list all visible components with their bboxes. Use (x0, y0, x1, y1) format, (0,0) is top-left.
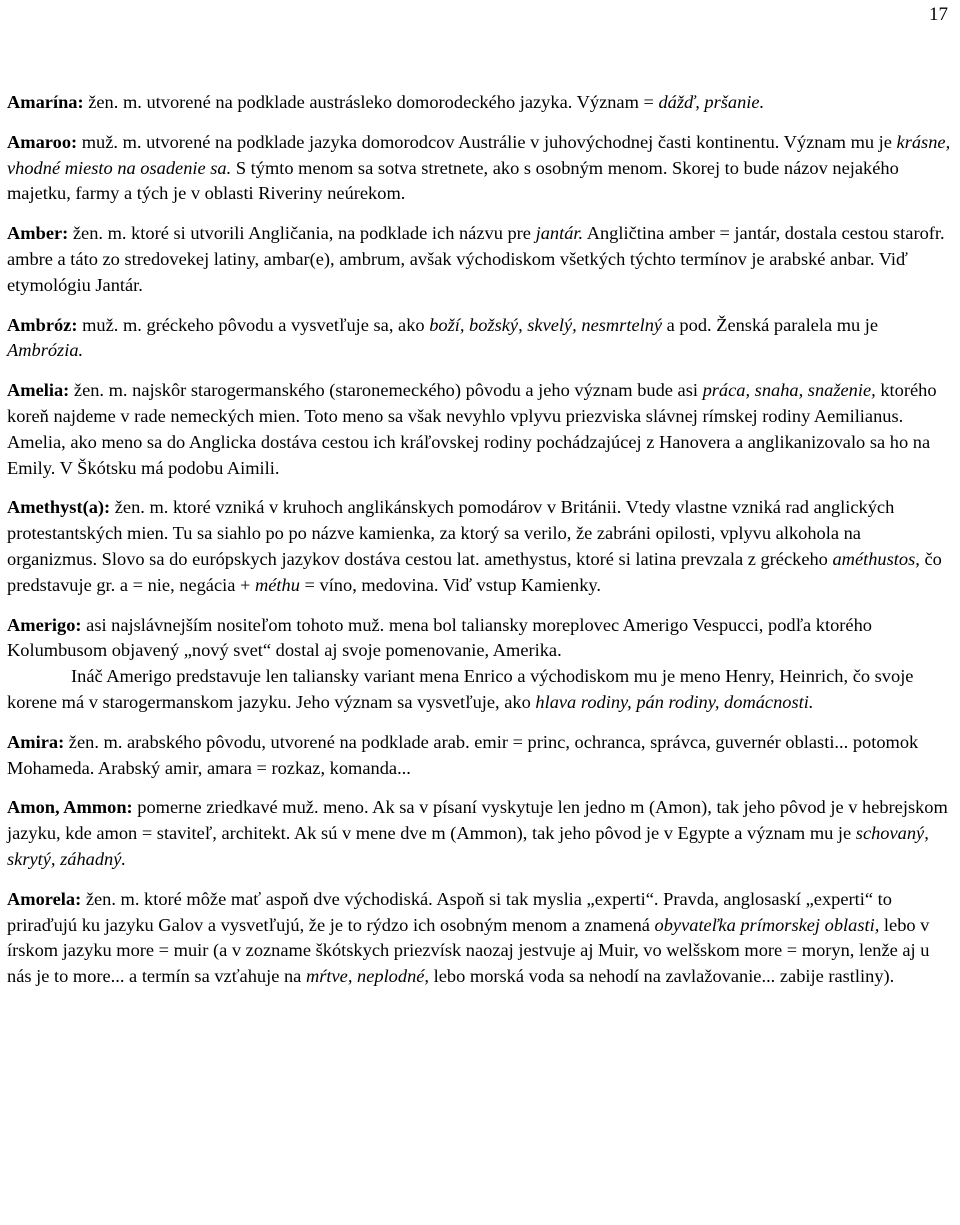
entry-headword: Amorela: (7, 888, 82, 909)
entry-text-italic: schovaný, skrytý, záhadný. (7, 823, 929, 869)
entry-text: S týmto menom sa sotva stretnete, ako s osobným menom. Skorej to bude názov nejakého majetku, farmy a tých je v oblasti Riveriny neúrekom. (7, 157, 899, 204)
dictionary-entry (7, 887, 953, 990)
dictionary-entry (7, 90, 953, 116)
entry-headword: Amira: (7, 731, 65, 752)
entry-paragraph (7, 90, 953, 116)
entry-text-italic: mŕtve, neplodné, (305, 966, 430, 987)
entry-text-italic: dážď, pršanie. (658, 92, 765, 112)
dictionary-entry (7, 130, 953, 207)
entry-paragraph (7, 887, 953, 990)
entry-text: lebo v írskom jazyku more = muir (a v zozname škótskych priezvísk naozaj jestvuje aj Muir, vo welšskom more = moryn, lenže aj u nás je to more... a termín sa vzťahuje na (7, 914, 930, 987)
entry-paragraph (7, 221, 953, 298)
dictionary-entry (7, 221, 953, 298)
entry-text: lebo morská voda sa nehodí na zavlažovanie... zabije rastliny). (429, 966, 895, 987)
entry-text-italic: obyvateľka prímorskej oblasti, (654, 914, 880, 935)
entry-paragraph (7, 730, 953, 782)
entry-headword: Ambróz: (7, 314, 78, 335)
entry-text-italic: krásne, vhodné miesto na osadenie sa. (7, 131, 951, 178)
dictionary-entry (7, 313, 953, 365)
entry-text: a pod. Ženská paralela mu je (662, 314, 879, 335)
entry-text: žen. m. ktoré vzniká v kruhoch anglikánskych pomodárov v Británii. Vtedy vlastne vzniká rad anglických protestantských mien. Tu sa siahlo po po názve kamienka, za ktorý sa verilo, že zabráni opilosti, vplyvu alkohola na organizmus. Slovo sa do európskych jazykov dostáva cestou lat. amethystus, ktoré si latina prevzala z gréckeho (7, 497, 895, 569)
page-number: 17 (929, 4, 948, 25)
entry-text: žen. m. ktoré si utvorili Angličania, na podklade ich názvu pre (68, 223, 536, 244)
entry-paragraph (7, 795, 953, 872)
entry-paragraph (7, 378, 953, 481)
dictionary-entry (7, 378, 953, 481)
entry-text: = víno, medovina. Viď vstup Kamienky. (299, 574, 602, 595)
dictionary-entry (7, 730, 953, 782)
entry-paragraph (7, 313, 953, 365)
dictionary-entry (7, 613, 953, 716)
entry-text: asi najslávnejším nositeľom tohoto muž. mena bol taliansky moreplovec Amerigo Vespucci, podľa ktorého Kolumbusom objavený „nový svet“ dostal aj svoje pomenovanie, Amerika. (7, 614, 872, 661)
entry-paragraph (7, 130, 953, 207)
entry-headword: Amaroo: (7, 131, 78, 152)
entry-text-italic: améthustos, (832, 548, 920, 569)
entry-text-italic: Ambrózia. (7, 340, 84, 361)
entry-text: čo predstavuje gr. a = nie, negácia + (7, 548, 942, 595)
entry-text: muž. m. gréckeho pôvodu a vysvetľuje sa, ako (77, 314, 430, 335)
entry-text-italic: jantár. (535, 223, 584, 244)
entry-text: Ináč Amerigo predstavuje len taliansky variant mena Enrico a východiskom mu je meno Henry, Heinrich, čo svoje korene má v starogermanskom jazyku. Jeho význam sa vysvetľuje, ako (7, 666, 914, 712)
entry-headword: Amarína: (7, 92, 84, 112)
dictionary-entry (7, 495, 953, 598)
entry-text: muž. m. utvorené na podklade jazyka domorodcov Austrálie v juhovýchodnej časti kontinentu. Význam mu je (77, 131, 897, 152)
entry-text: žen. m. ktoré môže mať aspoň dve východiská. Aspoň si tak myslia „experti“. Pravda, anglosaskí „experti“ to priraďujú ku jazyku Galov a vysvetľujú, že je to rýdzo ich osobným menom a znamená (7, 888, 892, 935)
entry-text-italic: méthu (254, 574, 300, 595)
dictionary-entries (7, 90, 953, 1004)
entry-paragraph (7, 664, 953, 716)
entry-text: Angličtina amber = jantár, dostala cestou starofr. ambre a táto zo stredovekej latiny, ambar(e), ambrum, avšak východiskom všetkých týchto termínov je arabské anbar. Viď etymológiu Jantár. (7, 223, 945, 295)
entry-headword: Amon, Ammon: (7, 797, 133, 818)
entry-headword: Amethyst(a): (7, 497, 111, 518)
entry-paragraph (7, 495, 953, 598)
entry-headword: Amelia: (7, 380, 70, 401)
entry-text: žen. m. najskôr starogermanského (staronemeckého) pôvodu a jeho význam bude asi (69, 380, 703, 401)
entry-text: žen. m. utvorené na podklade austrásleko domorodeckého jazyka. Význam = (83, 92, 659, 112)
entry-headword: Amber: (7, 223, 69, 244)
entry-text: žen. m. arabského pôvodu, utvorené na podklade arab. emir = princ, ochranca, správca, guvernér oblasti... potomok Mohameda. Arabský amir, amara = rozkaz, komanda... (7, 731, 919, 778)
entry-headword: Amerigo: (7, 614, 82, 635)
entry-paragraph (7, 613, 953, 665)
entry-text-italic: boží, božský, skvelý, nesmrtelný (429, 314, 663, 335)
entry-text-italic: práca, snaha, snaženie, (702, 380, 876, 401)
dictionary-entry (7, 795, 953, 872)
entry-text-italic: hlava rodiny, pán rodiny, domácnosti. (535, 691, 814, 712)
entry-text: pomerne zriedkavé muž. meno. Ak sa v písaní vyskytuje len jedno m (Amon), tak jeho pôvod je v hebrejskom jazyku, kde amon = staviteľ, architekt. Ak sú v mene dve m (Ammon), tak jeho pôvod je v Egypte a význam mu je (7, 797, 948, 844)
entry-text: ktorého koreň najdeme v rade nemeckých mien. Toto meno sa však nevyhlo vplyvu priezviska slávnej rímskej rodiny Aemilianus. Amelia, ako meno sa do Anglicka dostáva cestou ich kráľovskej rodiny pochádzajúcej z Hanovera a anglikanizovalo sa ho na Emily. V Škótsku má podobu Aimili. (7, 380, 937, 478)
